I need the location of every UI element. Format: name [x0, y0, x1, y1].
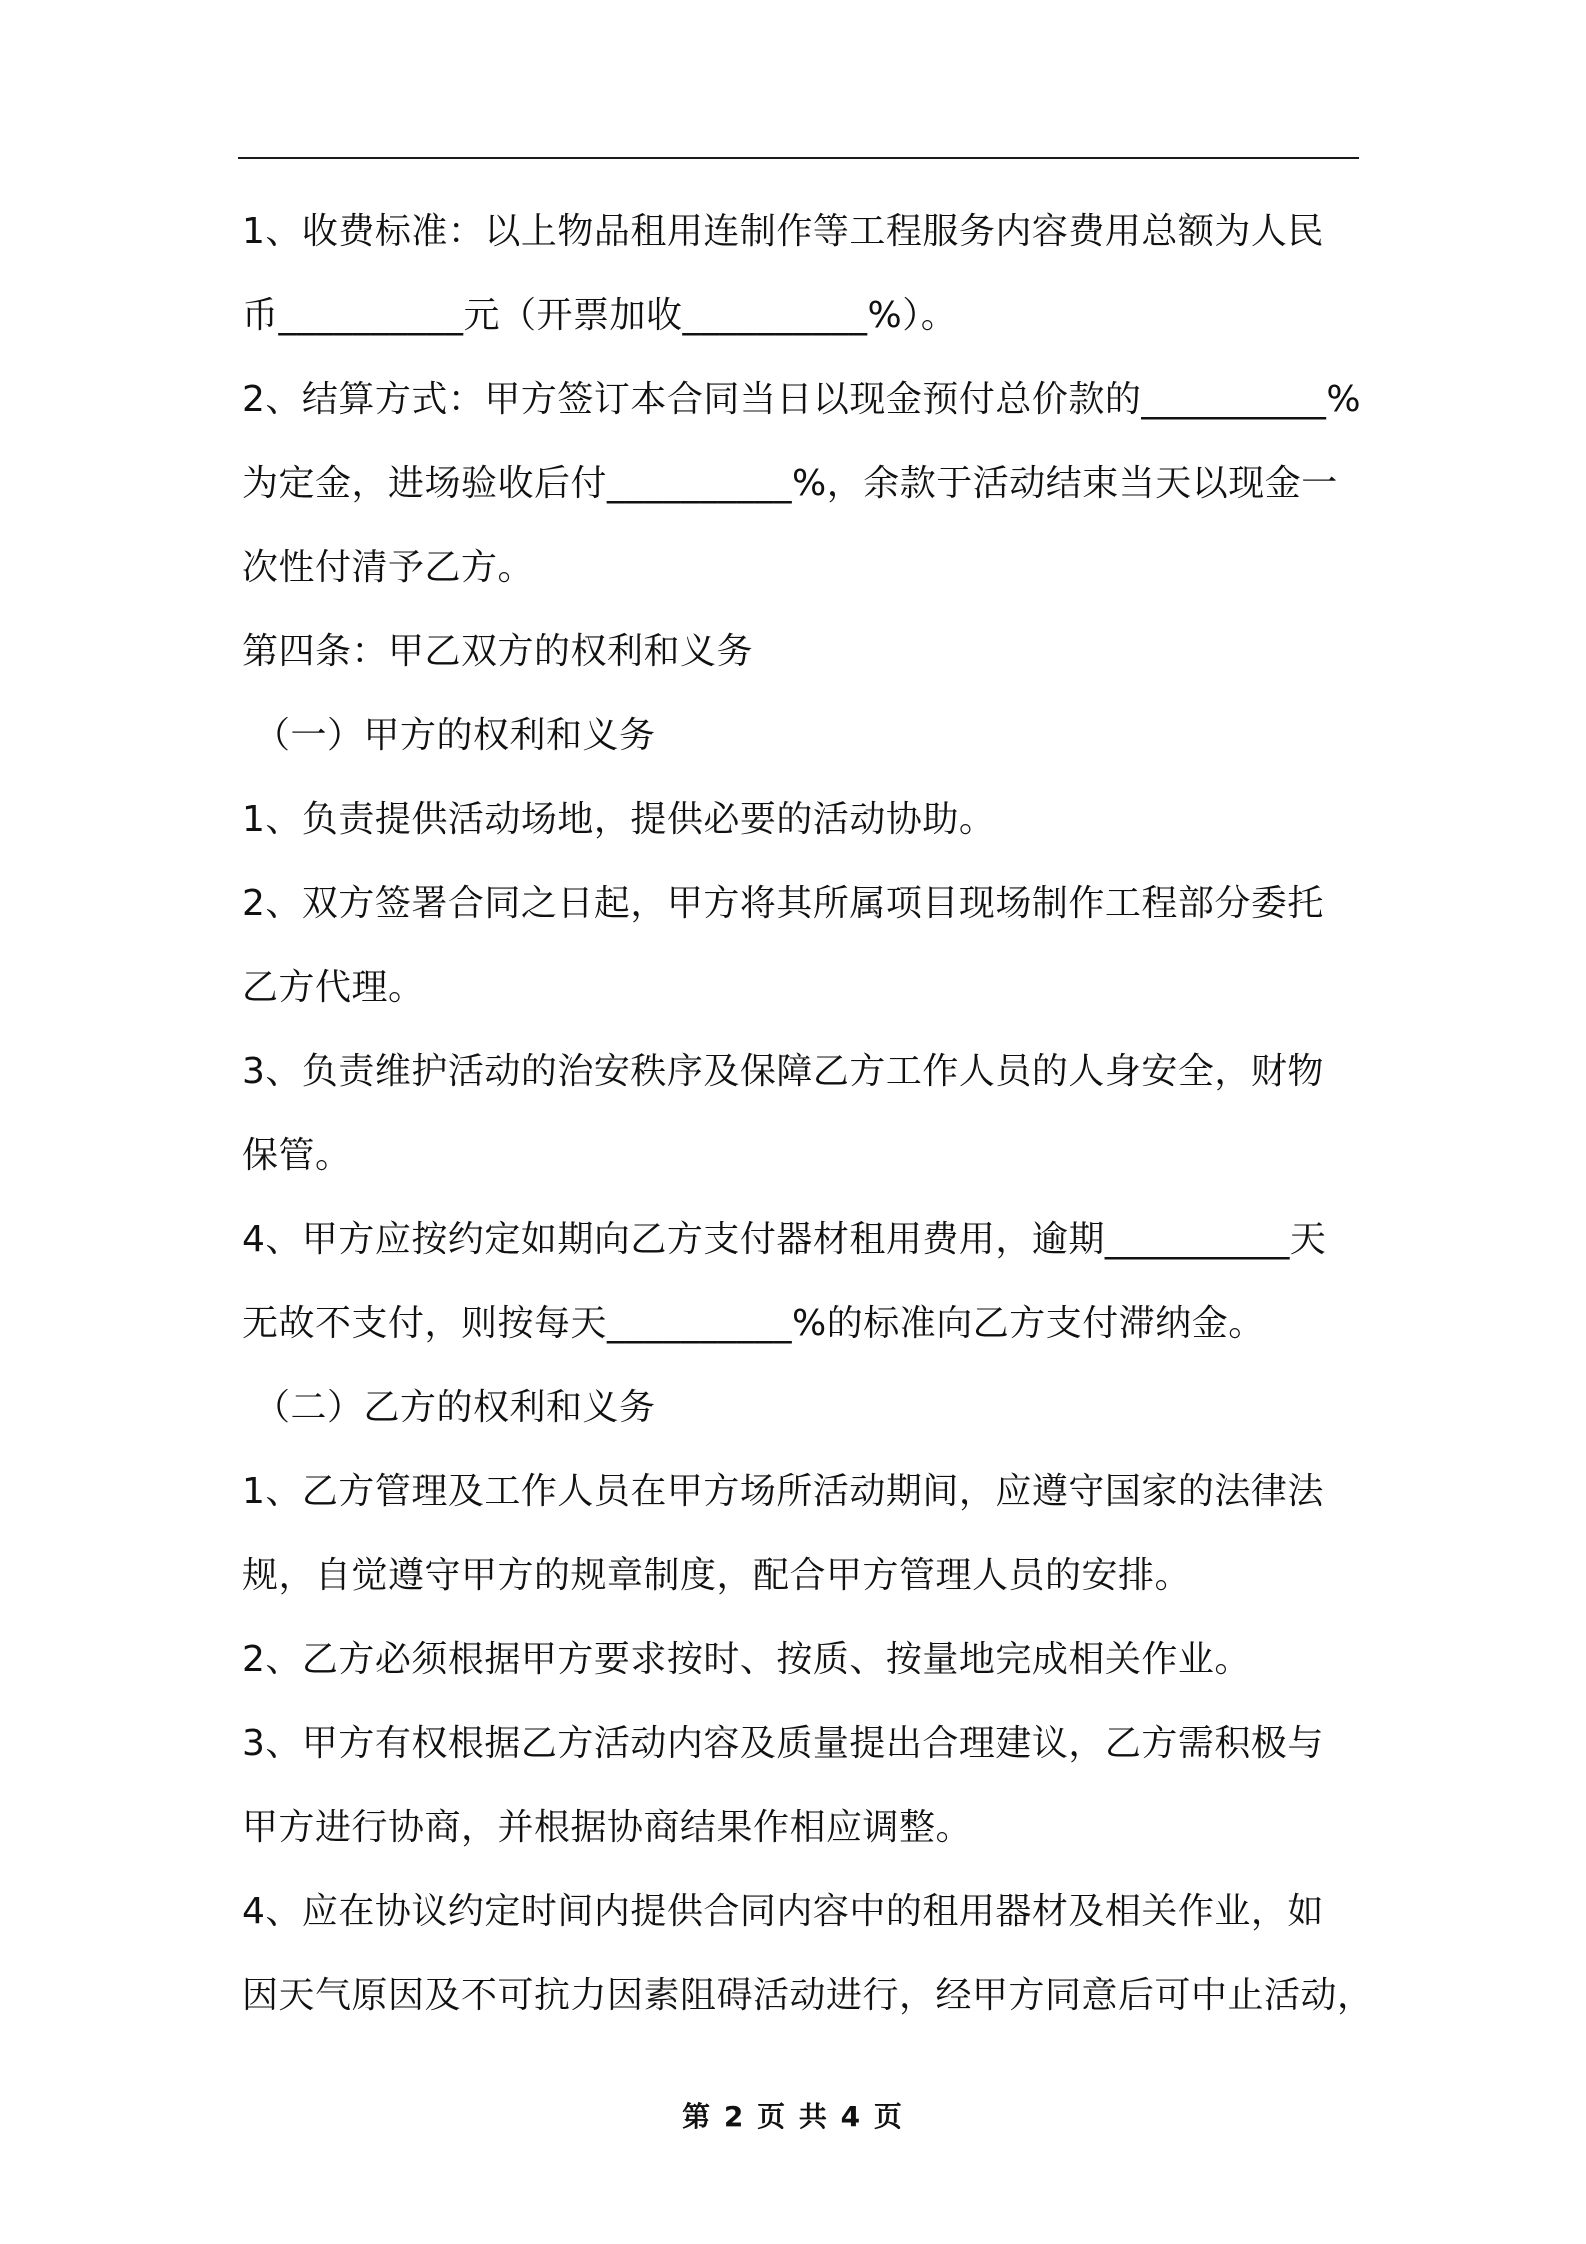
- clause-fee-amount: 币__________元（开票加收__________%）。: [242, 295, 958, 336]
- party-a-item-1: 1、负责提供活动场地，提供必要的活动协助。: [242, 799, 996, 840]
- party-a-item-4: 4、甲方应按约定如期向乙方支付器材租用费用，逾期__________天: [242, 1219, 1327, 1260]
- header-rule: [238, 157, 1359, 159]
- clause-settlement-cont: 为定金，进场验收后付__________%，余款于活动结束当天以现金一: [242, 463, 1338, 504]
- party-b-item-4: 4、应在协议约定时间内提供合同内容中的租用器材及相关作业，如: [242, 1891, 1324, 1932]
- section-heading-party-b: （二）乙方的权利和义务: [254, 1387, 656, 1428]
- party-b-item-1-cont: 规，自觉遵守甲方的规章制度，配合甲方管理人员的安排。: [242, 1555, 1192, 1596]
- party-b-item-3: 3、甲方有权根据乙方活动内容及质量提出合理建议，乙方需积极与: [242, 1723, 1324, 1764]
- clause-fee-standard: 1、收费标准：以上物品租用连制作等工程服务内容费用总额为人民: [242, 211, 1324, 252]
- document-body: [242, 190, 1374, 2038]
- party-a-item-2-cont: 乙方代理。: [242, 967, 425, 1008]
- article-heading: 第四条：甲乙双方的权利和义务: [242, 631, 754, 672]
- party-a-item-3-cont: 保管。: [242, 1135, 352, 1176]
- party-a-item-2: 2、双方签署合同之日起，甲方将其所属项目现场制作工程部分委托: [242, 883, 1324, 924]
- page-number-footer: 第 2 页 共 4 页: [682, 2100, 904, 2133]
- clause-settlement-end: 次性付清予乙方。: [242, 547, 535, 588]
- party-b-item-4-cont: 因天气原因及不可抗力因素阻碍活动进行，经甲方同意后可中止活动，: [242, 1975, 1374, 2016]
- clause-settlement: 2、结算方式：甲方签订本合同当日以现金预付总价款的__________%: [242, 379, 1362, 420]
- party-b-item-1: 1、乙方管理及工作人员在甲方场所活动期间，应遵守国家的法律法: [242, 1471, 1324, 1512]
- party-a-item-4-cont: 无故不支付，则按每天__________%的标准向乙方支付滞纳金。: [242, 1303, 1265, 1344]
- party-b-item-2: 2、乙方必须根据甲方要求按时、按质、按量地完成相关作业。: [242, 1639, 1251, 1680]
- section-heading-party-a: （一）甲方的权利和义务: [254, 715, 656, 756]
- party-b-item-3-cont: 甲方进行协商，并根据协商结果作相应调整。: [242, 1807, 973, 1848]
- party-a-item-3: 3、负责维护活动的治安秩序及保障乙方工作人员的人身安全，财物: [242, 1051, 1324, 1092]
